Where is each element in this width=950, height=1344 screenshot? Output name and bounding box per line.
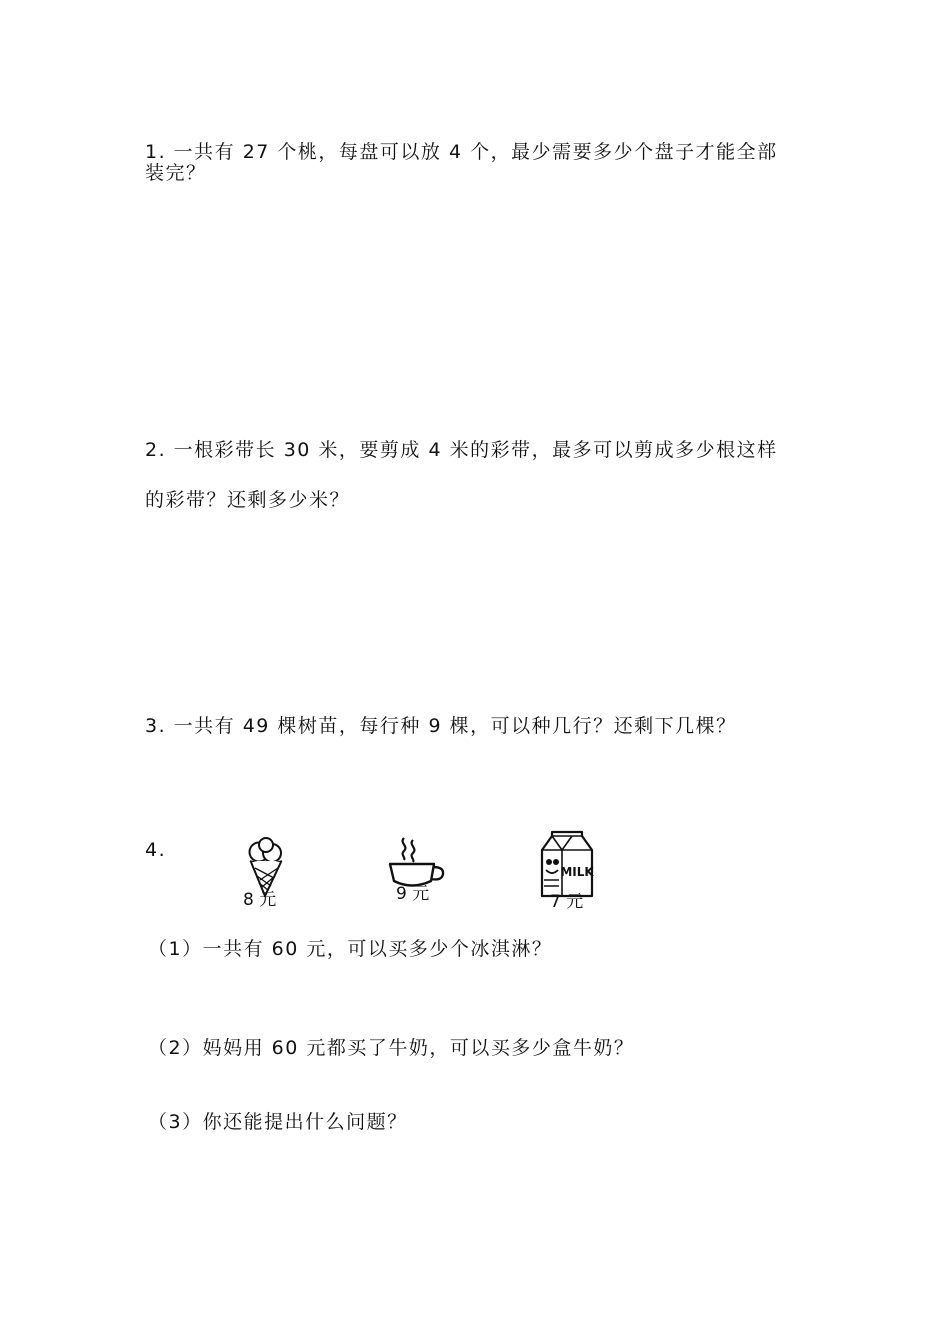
question-1-line-1: 1. 一共有 27 个桃，每盘可以放 4 个，最少需要多少个盘子才能全部 (145, 141, 778, 163)
question-1-line-2: 装完？ (145, 162, 207, 184)
question-3-line-1: 3. 一共有 49 棵树苗，每行种 9 棵，可以种几行？还剩下几棵？ (145, 715, 737, 737)
milk-carton-price: 7 元 (550, 892, 584, 912)
coffee-cup-price: 9 元 (396, 884, 430, 904)
question-4-number: 4. (145, 839, 167, 861)
ice-cream-icon (244, 836, 288, 898)
milk-carton-label: MILK (560, 865, 594, 879)
question-2-line-2: 的彩带？还剩多少米？ (145, 489, 351, 511)
sub-question-1: （1）一共有 60 元，可以买多少个冰淇淋？ (148, 938, 553, 960)
ice-cream-price: 8 元 (243, 890, 277, 910)
question-2-line-1: 2. 一根彩带长 30 米，要剪成 4 米的彩带，最多可以剪成多少根这样 (145, 439, 778, 461)
milk-carton-icon (538, 830, 596, 900)
sub-question-3: （3）你还能提出什么问题？ (148, 1111, 408, 1133)
ice-cream-item (244, 836, 288, 898)
sub-question-2: （2）妈妈用 60 元都买了牛奶，可以买多少盒牛奶？ (148, 1037, 635, 1059)
milk-carton-item (538, 830, 596, 900)
